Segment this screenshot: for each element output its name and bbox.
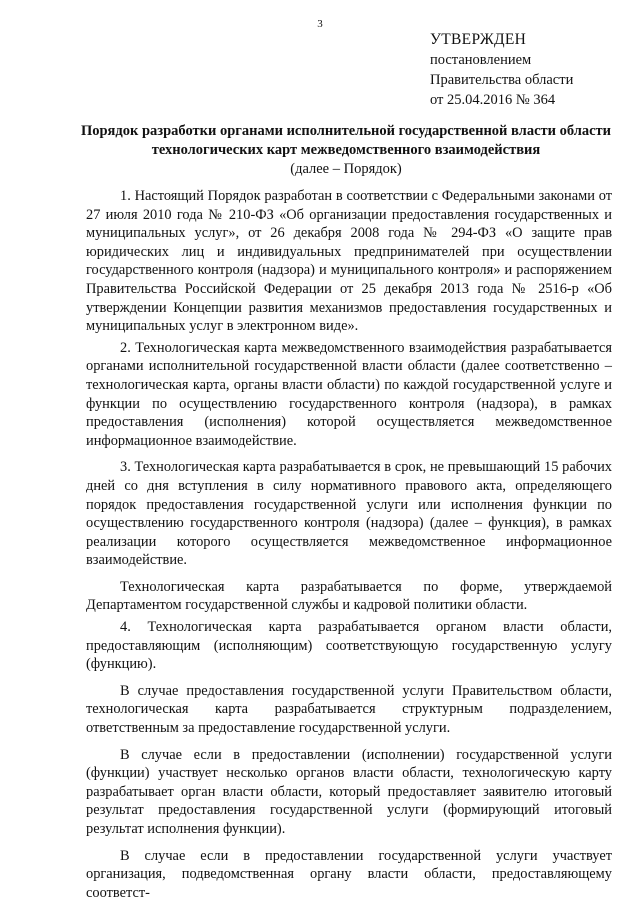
- paragraph-3: 3. Технологическая карта разрабатывается в срок, не превышающий 15 рабочих дней со дня вступления в силу нормативного правового акта, определяющего порядок предоставления государственной услуги или исполнения функции по осуществлению государственного контроля (надзора) (далее – функция), в рамках реализации которого осуществляется межведомственное информационное взаимодействие.: [86, 459, 612, 569]
- document-body: [86, 187, 612, 905]
- document-title: [80, 122, 612, 179]
- paragraph-1: 1. Настоящий Порядок разработан в соответствии с Федеральными законами от 27 июля 2010 года № 210-ФЗ «Об организации предоставления государственных и муниципальных услуг», от 26 декабря 2008 года № 294-ФЗ «О защите прав юридических лиц и индивидуальных предпринимателей при осуществлении государственного контроля (надзора) и муниципального контроля» и распоряжением Правительства Российской Федерации от 25 декабря 2013 года № 2516-р «Об утверждении Концепции развития механизмов предоставления государственных и муниципальных услуг в электронном виде».: [86, 188, 612, 335]
- approval-date: от 25.04.2016 № 364: [430, 92, 556, 108]
- paragraph-2: 2. Технологическая карта межведомственного взаимодействия разрабатывается органами исполнительной государственной власти области (далее соответственно – технологическая карта, органы власти области) по каждой государственной услуге и функции по осуществлению государственного контроля (надзора), в рамках предоставления (исполнения) которой осуществляется межведомственное информационное взаимодействие.: [86, 339, 612, 449]
- page-number: 3: [317, 18, 323, 30]
- approval-stamp: [430, 30, 573, 110]
- paragraph-4: 4. Технологическая карта разрабатывается органом власти области, предоставляющим (исполняющим) соответствующую государственную услугу (функцию).: [86, 619, 612, 673]
- paragraph-3-form: Технологическая карта разрабатывается по форме, утверждаемой Департаментом государственной службы и кадровой политики области.: [86, 578, 612, 614]
- approval-line: постановлением: [430, 52, 532, 68]
- approval-heading: УТВЕРЖДЕН: [430, 31, 527, 48]
- paragraph-4-subordinate: В случае если в предоставлении государственной услуги участвует организация, подведомственная органу власти области, предоставляющему соответст-: [86, 847, 612, 901]
- document-title-subtitle: (далее – Порядок): [290, 161, 402, 177]
- paragraph-4-several-bodies: В случае если в предоставлении (исполнении) государственной услуги (функции) участвует несколько органов власти области, технологическую карту разрабатывает орган власти области, который предоставляет заявителю итоговый результат предоставления государственной услуги (формирующий итоговый результат исполнения функции).: [86, 746, 612, 837]
- document-title-main: Порядок разработки органами исполнительной государственной власти области технологических карт межведомственного взаимодействия: [80, 123, 612, 158]
- approval-line: Правительства области: [430, 72, 574, 88]
- paragraph-4-government: В случае предоставления государственной услуги Правительством области, технологическая карта разрабатывается структурным подразделением, ответственным за предоставление государственной услуги.: [86, 682, 612, 737]
